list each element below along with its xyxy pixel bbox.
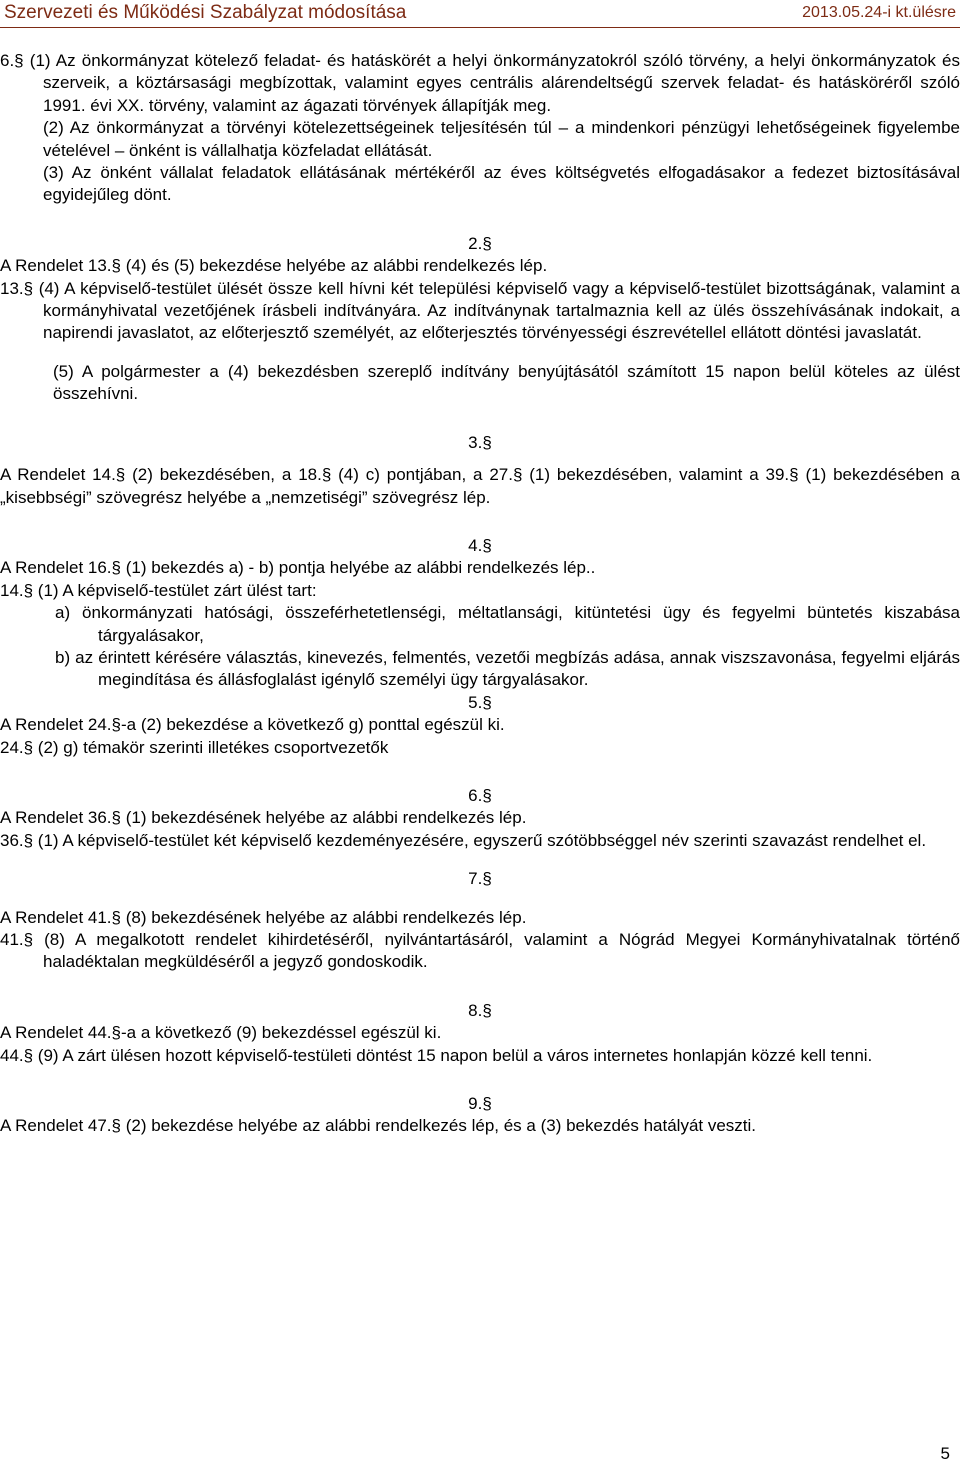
section-heading-2: 2.§ (468, 233, 492, 253)
section-2-paragraph-1: 13.§ (4) A képviselő-testület ülését össze kell hívni két települési képviselő vagy a képviselő-testület bizottságának, valamint a kormányhivatal vezetőjének írásbeli indítványára. Az indítványnak tartalmaznia kell az ülés összehívásának indokait, a napirendi javaslatot, az előterjesztő személyét, az előterjesztés törvényességi észrevétellel ellátott döntési javaslatát. (0, 278, 960, 343)
section-6b-paragraph-1: 36.§ (1) A képviselő-testület két képviselő kezdeményezésére, egyszerű szótöbbséggel név szerinti szavazást rendelhet el. (0, 830, 927, 850)
section-heading-5: 5.§ (468, 692, 492, 712)
section-9-intro: A Rendelet 47.§ (2) bekezdése helyébe az alábbi rendelkezés lép, és a (3) bekezdés hatályát veszti. (0, 1116, 757, 1136)
header-divider (0, 27, 960, 28)
document-body (0, 50, 960, 1138)
section-2-intro: A Rendelet 13.§ (4) és (5) bekezdése helyébe az alábbi rendelkezés lép. (0, 256, 548, 276)
section-heading-9: 9.§ (468, 1094, 492, 1114)
section-4-item-a: a) önkormányzati hatósági, összeférhetetlenségi, méltatlansági, kitüntetési ügy és fegyelmi büntetés kiszabása tárgyalásakor, (55, 603, 960, 645)
section-4-item-b: b) az érintett kérésére választás, kinevezés, felmentés, vezetői megbízás adása, annak viszszavonása, fegyelmi eljárás megindítása és állásfoglalást igénylő személyi ügy tárgyalásakor. (55, 647, 960, 690)
section-4-intro: A Rendelet 16.§ (1) bekezdés a) - b) pontja helyébe az alábbi rendelkezés lép.. (0, 558, 596, 578)
section-6-paragraph-3: (3) Az önként vállalat feladatok ellátásának mértékéről az éves költségvetés elfogadásakor a fedezet biztosításával egyidejűleg dönt. (43, 163, 960, 205)
section-8-paragraph-1: 44.§ (9) A zárt ülésen hozott képviselő-testületi döntést 15 napon belül a város internetes honlapján közzé kell tenni. (0, 1045, 873, 1065)
section-7-paragraph-1: 41.§ (8) A megalkotott rendelet kihirdetéséről, nyilvántartásáról, valamint a Nógrád Megyei Kormányhivatalnak történő haladéktalan megküldéséről a jegyző gondoskodik. (0, 930, 960, 972)
section-6-paragraph-1: 6.§ (1) Az önkormányzat kötelező feladat- és hatáskörét a helyi önkormányzatokról szóló törvény, a helyi önkormányzatok és szerveik, a köztársasági megbízottak, valamint egyes centrális alárendeltségű szervek feladat- és hatásköréről szóló 1991. évi XX. törvény, valamint az ágazati törvények állapítják meg. (0, 51, 960, 115)
page-header (0, 0, 960, 28)
page-number: 5 (940, 1444, 950, 1463)
section-heading-3: 3.§ (468, 432, 492, 452)
section-heading-7: 7.§ (468, 869, 492, 889)
section-7-intro: A Rendelet 41.§ (8) bekezdésének helyébe az alábbi rendelkezés lép. (0, 907, 527, 927)
document-title: Szervezeti és Működési Szabályzat módosítása (4, 2, 407, 23)
section-heading-4: 4.§ (468, 535, 492, 555)
section-heading-6: 6.§ (468, 785, 492, 805)
section-6-intro: A Rendelet 36.§ (1) bekezdésének helyébe az alábbi rendelkezés lép. (0, 808, 527, 828)
section-6-paragraph-2: (2) Az önkormányzat a törvényi kötelezettségeinek teljesítésén túl – a mindenkori pénzügyi lehetőségeinek figyelembe vételével – önként is vállalhatja közfeladat ellátását. (43, 118, 960, 160)
section-4-paragraph-1: 14.§ (1) A képviselő-testület zárt ülést tart: (0, 580, 317, 600)
session-date: 2013.05.24-i kt.ülésre (802, 4, 956, 21)
section-5-intro: A Rendelet 24.§-a (2) bekezdése a következő g) ponttal egészül ki. (0, 715, 505, 735)
section-3-paragraph-1: A Rendelet 14.§ (2) bekezdésében, a 18.§ (4) c) pontjában, a 27.§ (1) bekezdésében, valamint a 39.§ (1) bekezdésében a „kisebbségi” szövegrész helyébe a „nemzetiségi” szövegrész lép. (0, 465, 960, 507)
section-2-paragraph-2: (5) A polgármester a (4) bekezdésben szereplő indítvány benyújtásától számított 15 napon belül köteles az ülést összehívni. (53, 361, 960, 404)
section-5-paragraph-1: 24.§ (2) g) témakör szerinti illetékes csoportvezetők (0, 737, 389, 757)
section-heading-8: 8.§ (468, 1000, 492, 1020)
section-8-intro: A Rendelet 44.§-a a következő (9) bekezdéssel egészül ki. (0, 1023, 442, 1043)
